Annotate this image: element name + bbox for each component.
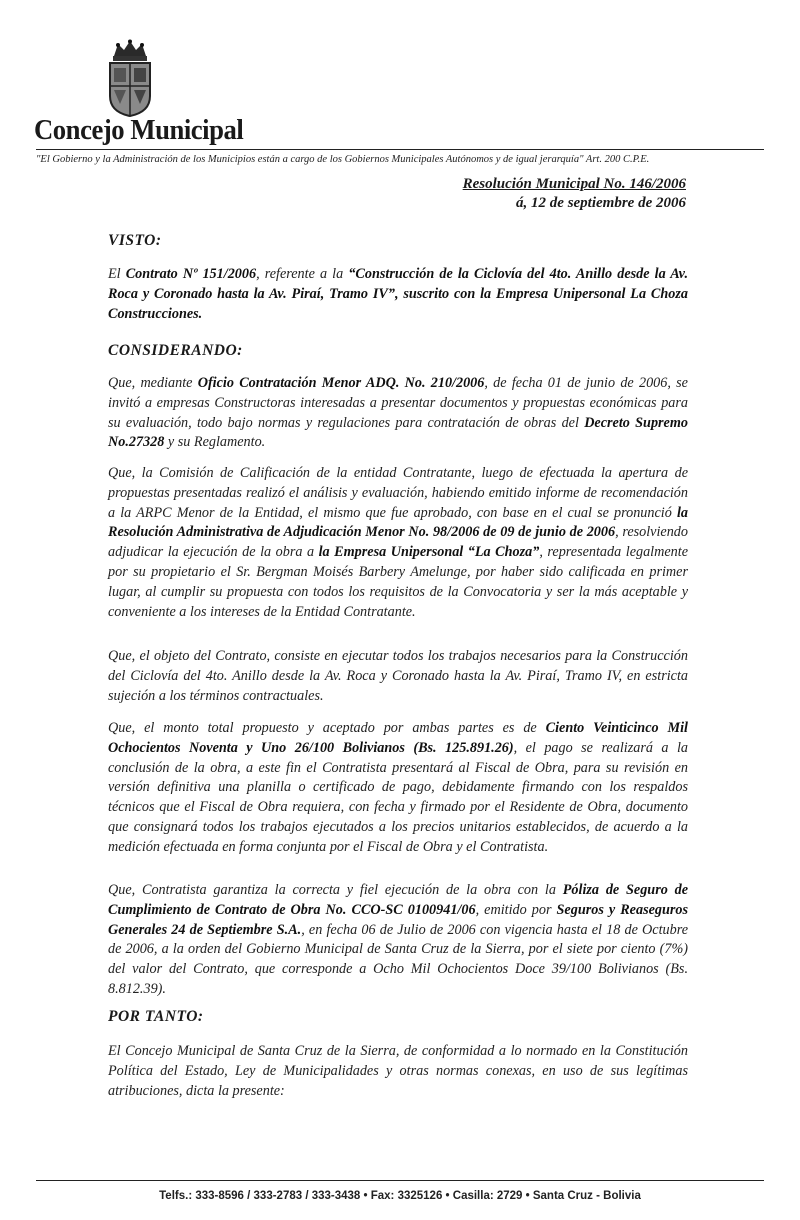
paragraph-por-tanto: El Concejo Municipal de Santa Cruz de la Sierra, de conformidad a lo normado en la Constitución Política del Estado, Ley de Municipalidades y otras normas conexas, en uso de sus legítimas atribuciones, dicta la presente: — [108, 1043, 688, 1099]
section-por-tanto: POR TANTO: — [108, 1008, 204, 1025]
resolution-title: Resolución Municipal No. 146/2006 — [462, 176, 686, 192]
organization-name: Concejo Municipal — [34, 114, 244, 146]
paragraph-considerando-amount: Que, el monto total propuesto y aceptado por ambas partes es de Ciento Veinticinco Mil Ochocientos Noventa y Uno 26/100 Bolivianos (Bs. 125.891.26), el pago se realizará a la conclusión de la obra, a este fin el Contratista presentará al Fiscal de Obra, para su revisión en versión definitiva una planilla o certificado de pago, debidamente firmando con los respaldos técnicos que el Fiscal de Obra requiera, con fecha y firmado por el Residente de Obra, documento que consignará todos los trabajos ejecutados a los precios unitarios establecidos, de acuerdo a la medición efectuada en forma conjunta por el Fiscal de Obra y el Contratista. — [108, 720, 688, 855]
section-considerando: CONSIDERANDO: — [108, 342, 243, 359]
coat-of-arms-icon — [104, 38, 156, 118]
constitution-motto: "El Gobierno y la Administración de los Municipios están a cargo de los Gobiernos Municipales Autónomos y de igual jerarquía" Art. 200 C.P.E. — [36, 154, 650, 165]
header-divider — [36, 149, 764, 150]
paragraph-considerando-adjudication: Que, la Comisión de Calificación de la entidad Contratante, luego de efectuada la apertura de propuestas presentadas realizó el análisis y evaluación, habiendo emitido informe de recomendación a la ARPC Menor de la Entidad, el mismo que fue aprobado, con base en el cual se pronunció la Resolución Administrativa de Adjudicación Menor No. 98/2006 de 09 de junio de 2006, resolviendo adjudicar la ejecución de la obra a la Empresa Unipersonal “La Choza”, representada legalmente por su propietario el Sr. Bergman Moisés Barbery Amelunge, por haber sido calificada en primer lugar, al cumplir su propuesta con todos los requisitos de la Convocatoria y ser la más aceptable y conveniente a los intereses de la Entidad Contratante. — [108, 465, 688, 620]
section-visto: VISTO: — [108, 232, 162, 249]
resolution-header — [463, 175, 686, 213]
paragraph-visto-contract: El Contrato Nº 151/2006, referente a la “Construcción de la Ciclovía del 4to. Anillo desde la Av. Roca y Coronado hasta la Av. Piraí, Tramo IV”, suscrito con la Empresa Unipersonal La Choza Construcciones. — [108, 266, 688, 322]
paragraph-considerando-object: Que, el objeto del Contrato, consiste en ejecutar todos los trabajos necesarios para la Construcción del Ciclovía del 4to. Anillo desde la Av. Roca y Coronado hasta la Av. Piraí, Tramo IV, en estricta sujeción a los términos contractuales. — [108, 648, 688, 704]
resolution-date: á, 12 de septiembre de 2006 — [516, 195, 686, 211]
paragraph-considerando-guarantee: Que, Contratista garantiza la correcta y fiel ejecución de la obra con la Póliza de Seguro de Cumplimiento de Contrato de Obra No. CCO-SC 0100941/06, emitido por Seguros y Reaseguros Generales 24 de Septiembre S.A., en fecha 06 de Julio de 2006 con vigencia hasta el 18 de Octubre de 2006, a la orden del Gobierno Municipal de Santa Cruz de la Sierra, por el siete por ciento (7%) del valor del Contrato, que corresponde a Ocho Mil Ochocientos Doce 39/100 Bolivianos (Bs. 8.812.39). — [108, 882, 689, 997]
footer-contact: Telfs.: 333-8596 / 333-2783 / 333-3438 • Fax: 3325126 • Casilla: 2729 • Santa Cruz - Bolivia — [159, 1190, 641, 1202]
footer-divider — [36, 1180, 764, 1181]
paragraph-considerando-invitation: Que, mediante Oficio Contratación Menor ADQ. No. 210/2006, de fecha 01 de junio de 2006, se invitó a empresas Constructoras interesadas a presentar documentos y propuestas económicas para su evaluación, todo bajo normas y regulaciones para contratación de obras del Decreto Supremo No.27328 y su Reglamento. — [108, 375, 688, 451]
